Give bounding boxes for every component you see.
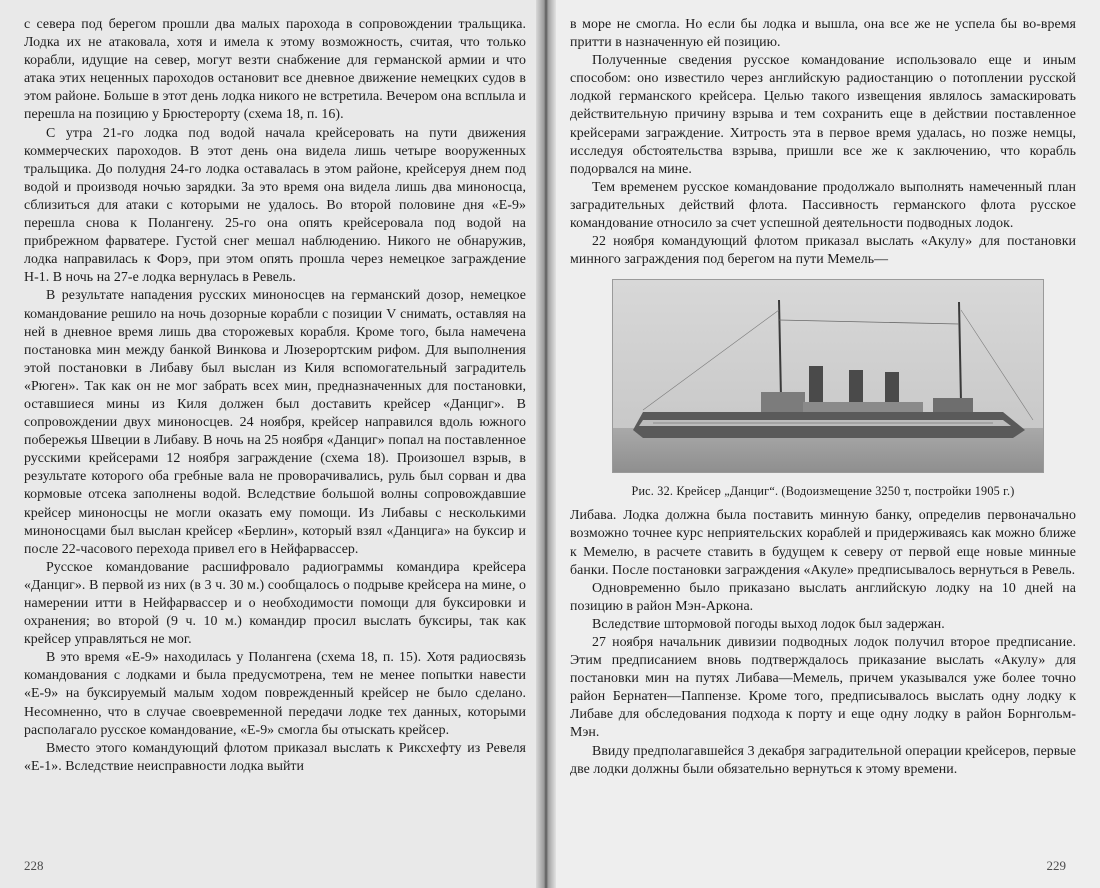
left-paragraph-4: Русское командование расшифровало радиограммы командира крейсера «Данциг». В первой из них (в 3 ч. 30 м.) сообщалось о подрыве крейсера на мине, о намерении итти в Нейфарвассер и о необходимости помощи для буксировки и охранения; во второй (9 ч. 10 м.) командир просил выслать буксиры, так как крейсер управляться не мог. xyxy=(24,559,526,648)
book-gutter xyxy=(536,0,556,888)
right-paragraph-9: Ввиду предполагавшейся 3 декабря заградительной операции крейсеров, первые две лодки должны были обязательно вернуться к этому времени. xyxy=(570,743,1076,777)
left-paragraph-2: С утра 21-го лодка под водой начала крейсеровать на пути движения коммерческих пароходов. В этот день она видела лишь четыре вооруженных тральщика. До полудня 24-го лодка оставалась в этом районе, крейсеруя днем под водой и производя ночью зарядки. За это время она видела лишь два миноносца, сблизиться для атаки с которыми не удалось. Во второй половине дня «Е-9» перешла снова к Полангену. 25-го она опять крейсеровала под водой на прибрежном фарватере. Густой снег мешал наблюдению. Никого не обнаружив, лодка направилась к Форэ, при этом опять прошла через немецкое заграждение Н-1. В ночь на 27-е лодка вернулась в Ревель. xyxy=(24,125,526,286)
right-paragraph-7: Вследствие штормовой погоды выход лодок был задержан. xyxy=(592,616,945,632)
right-paragraph-6: Одновременно было приказано выслать английскую лодку на 10 дней на позицию в район Мэн-Аркона. xyxy=(570,580,1076,614)
right-page xyxy=(546,0,1100,888)
page-number-left: 228 xyxy=(24,858,44,873)
right-paragraph-3: Тем временем русское командование продолжало выполнять намеченный план заградительных действий флота. Пассивность германского флота русское командование относило за счет успешной деятельности подводных лодок. xyxy=(570,179,1076,232)
right-paragraph-4: 22 ноября командующий флотом приказал выслать «Акулу» для постановки минного заграждения под берегом на пути Мемель— xyxy=(570,234,1076,268)
figure xyxy=(570,279,1076,499)
left-paragraph-6: Вместо этого командующий флотом приказал выслать к Риксхефту из Ревеля «Е-1». Вследствие неисправности лодка выйти xyxy=(24,740,526,774)
right-paragraph-8: 27 ноября начальник дивизии подводных лодок получил второе предписание. Этим предписанием вновь подтверждалось приказание выслать «Акулу» для постановки мин на путях Либава—Мемель, причем указывался уже более точно район Бернатен—Паппензе. Кроме того, предписывалось выслать одну лодку к Либаве для обследования подхода к порту и еще одну лодку в район Борнгольм-Мэн. xyxy=(570,634,1076,741)
right-paragraph-5: Либава. Лодка должна была поставить минную банку, определив первоначально возможно точнее курс неприятельских кораблей и придерживаясь как можно ближе к Мемелю, в расчете ставить в будущем к северу от первой еще новые минные банки. После постановки заграждения «Акуле» предписывалось вернуться в Ревель. xyxy=(570,508,1076,578)
left-page xyxy=(0,0,546,888)
figure-caption: Рис. 32. Крейсер „Данциг“. (Водоизмещение 3250 т, постройки 1905 г.) xyxy=(631,484,1015,499)
left-paragraph-5: В это время «Е-9» находилась у Полангена (схема 18, п. 15). Хотя радиосвязь командования с лодками и была предусмотрена, тем не менее попытки навести «Е-9» на буксируемый малым ходом поврежденный крейсер не было сделано. Несомненно, что в случае своевременной передачи лодке тех данных, которыми располагало русское командование, «Е-9» смогла бы отыскать крейсер. xyxy=(24,650,526,738)
right-paragraph-1: в море не смогла. Но если бы лодка и вышла, она все же не успела бы во-время притти в назначенную ей позицию. xyxy=(570,17,1076,51)
cruiser-illustration xyxy=(613,280,1043,472)
left-paragraph-3: В результате нападения русских миноносцев на германский дозор, немецкое командование решило на ночь дозорные корабли с позиции V снимать, оставляя на ней в дневное время лишь два сторожевых корабля. Кроме того, была намечена постановка мин между банкой Винкова и Люзерортским рифом. Для выполнения этой постановки в Либаву был выслан из Киля вспомогательный заградитель «Рюген». Так как он не мог забрать всех мин, предназначенных для постановки, оставшиеся мины из Киля должен был доставить крейсер «Данциг». В сопровождении двух миноносцев. 24 ноября, крейсер направился вдоль южного побережья Швеции в Либаву. В ночь на 25 ноября «Данциг» попал на поставленное русскими крейсерами 12 ноября заграждение (схема 18). Произошел взрыв, в результате которого оба гребные вала не проворачивались, руль был сорван и два кормовые отсека заполнены водой. Вследствие большой волны сопровождавшие крейсер миноносцы не могли оказать ему помощи. Из Либавы с несколькими миноносцами был выслан крейсер «Берлин», который взял «Данцига» на буксир и после 22-часового перехода привел его в Нейфарвассер. xyxy=(24,288,526,557)
cruiser-photo xyxy=(612,279,1044,473)
page-number-right: 229 xyxy=(1046,858,1066,873)
left-paragraph-1: с севера под берегом прошли два малых парохода в сопровождении тральщика. Лодка их не атаковала, хотя и имела к этому возможность, считая, что только корабли, идущие на север, могут везти снабжение для германской армии и что атака этих неценных пароходов остановит все дневное движение немецких судов в этом районе. Больше в этот день лодка никого не встретила. Вечером она всплыла и перешла на позицию у Брюстерорту (схема 18, п. 16). xyxy=(24,17,526,123)
right-paragraph-2: Полученные сведения русское командование использовало еще и иным способом: оно известило через английскую радиостанцию о потоплении русской лодкой германского крейсера. Целью такого извещения являлось замаскировать действительную причину взрыва и тем сохранить еще в действии поставленное крейсерами заграждение. Хитрость эта в первое время удалась, но позже немцы, исследуя обстоятельства взрыва, пришли все же к заключению, что корабль подорвался на мине. xyxy=(570,53,1076,177)
